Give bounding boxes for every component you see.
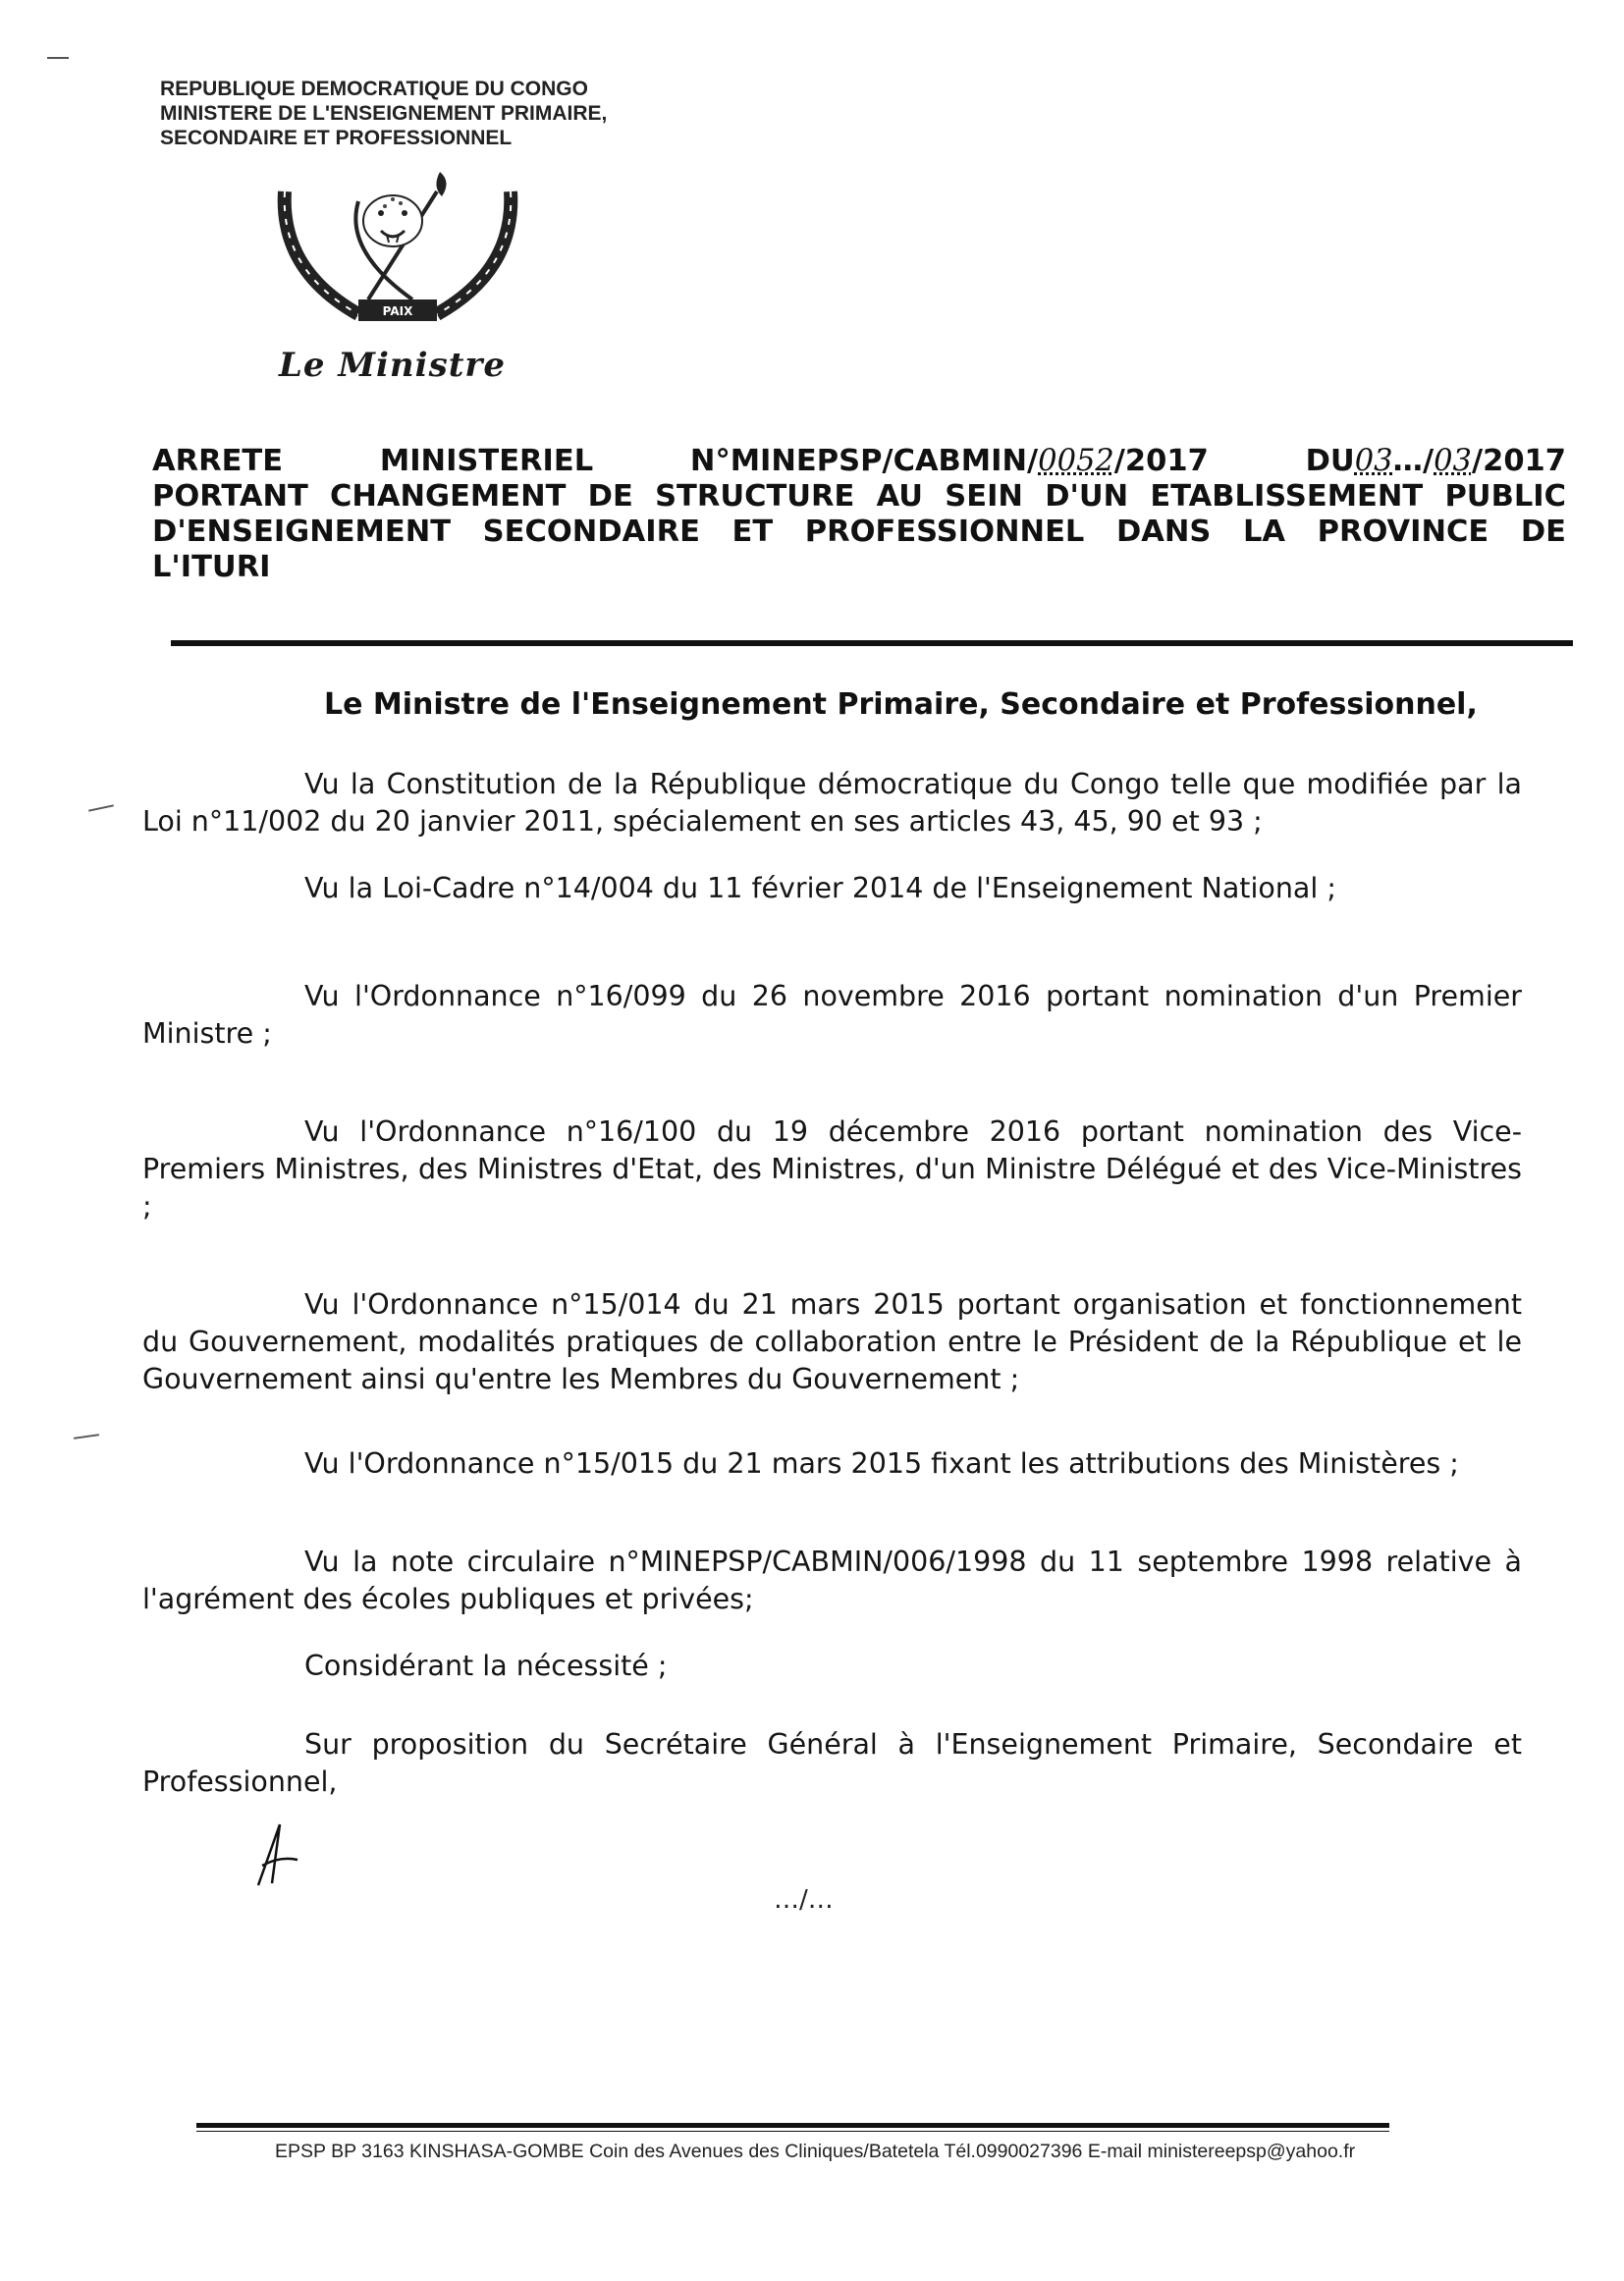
title-arrete: ARRETE	[152, 444, 284, 478]
preamble-paragraph: Vu la Loi-Cadre n°14/004 du 11 février 2014 de l'Enseignement National ;	[304, 872, 1336, 904]
letterhead	[160, 77, 607, 150]
title-line-4: L'ITURI	[152, 550, 271, 584]
date-day-handwritten: 03	[1354, 444, 1393, 478]
preamble-paragraph: Vu la Constitution de la République démocratique du Congo telle que modifiée par la Loi n°11/002 du 20 janvier 2011, spécialement en ses articles 43, 45, 90 et 93 ;	[142, 768, 1522, 838]
footer-address: EPSP BP 3163 KINSHASA-GOMBE Coin des Avenues des Cliniques/Batetela Tél.0990027396 E-mail ministereepsp@yahoo.fr	[275, 2141, 1356, 2162]
footer-divider-thin	[196, 2131, 1389, 2132]
letterhead-ministry-cont: SECONDAIRE ET PROFESSIONNEL	[160, 127, 513, 149]
title-divider	[171, 640, 1573, 646]
footer-divider	[196, 2123, 1389, 2128]
decree-number-line	[152, 444, 1566, 479]
title-ministeriel: MINISTERIEL	[379, 444, 594, 478]
coat-of-arms-emblem	[265, 152, 530, 339]
scan-mark	[74, 1434, 99, 1439]
preamble-paragraph: Vu la note circulaire n°MINEPSP/CABMIN/006/1998 du 11 septembre 1998 relative à l'agrément des écoles publiques et privées;	[142, 1546, 1522, 1615]
title-number	[690, 444, 1209, 479]
preamble-paragraph: Sur proposition du Secrétaire Général à l'Enseignement Primaire, Secondaire et Professionnel,	[142, 1728, 1522, 1798]
number-handwritten: 0052	[1038, 444, 1114, 478]
letterhead-ministry: MINISTERE DE L'ENSEIGNEMENT PRIMAIRE,	[160, 102, 608, 125]
scan-mark	[47, 57, 69, 59]
decree-title	[152, 444, 1566, 585]
preamble-paragraph: Considérant la nécessité ;	[304, 1650, 668, 1682]
title-date	[1306, 444, 1566, 479]
preamble-paragraph: Vu l'Ordonnance n°15/014 du 21 mars 2015 portant organisation et fonctionnement du Gouvernement, modalités pratiques de collaboration entre le Président de la République et le Gouvernement ainsi qu'entre les Membres du Gouvernement ;	[142, 1288, 1522, 1395]
addressee-heading: Le Ministre de l'Enseignement Primaire, Secondaire et Professionnel,	[324, 687, 1478, 722]
svg-text:PAIX: PAIX	[382, 304, 413, 318]
preamble-paragraph: Vu l'Ordonnance n°16/099 du 26 novembre 2016 portant nomination d'un Premier Ministre ;	[142, 980, 1522, 1050]
scan-mark	[88, 804, 114, 811]
date-sep: …/	[1392, 444, 1435, 478]
handwritten-initials	[250, 1817, 309, 1890]
date-year: /2017	[1471, 444, 1566, 478]
number-prefix: N°MINEPSP/CABMIN/	[689, 444, 1039, 478]
date-month-handwritten: 03	[1434, 444, 1472, 478]
page-continuation: …/…	[774, 1885, 834, 1915]
date-du: DU	[1305, 444, 1355, 478]
preamble-paragraph: Vu l'Ordonnance n°16/100 du 19 décembre 2016 portant nomination des Vice-Premiers Ministres, des Ministres d'Etat, des Ministres, d'un Ministre Délégué et des Vice-Ministres ;	[142, 1115, 1522, 1222]
letterhead-country: REPUBLIQUE DEMOCRATIQUE DU CONGO	[160, 78, 588, 100]
preamble-paragraph: Vu l'Ordonnance n°15/015 du 21 mars 2015 fixant les attributions des Ministères ;	[304, 1447, 1459, 1480]
preamble-body	[142, 766, 1522, 1801]
number-year: /2017	[1113, 444, 1209, 478]
title-line-2: PORTANT CHANGEMENT DE STRUCTURE AU SEIN D'UN ETABLISSEMENT PUBLIC	[152, 479, 1566, 514]
title-line-3: D'ENSEIGNEMENT SECONDAIRE ET PROFESSIONNEL DANS LA PROVINCE DE	[152, 515, 1566, 549]
minister-title-signature: Le Ministre	[279, 346, 506, 385]
